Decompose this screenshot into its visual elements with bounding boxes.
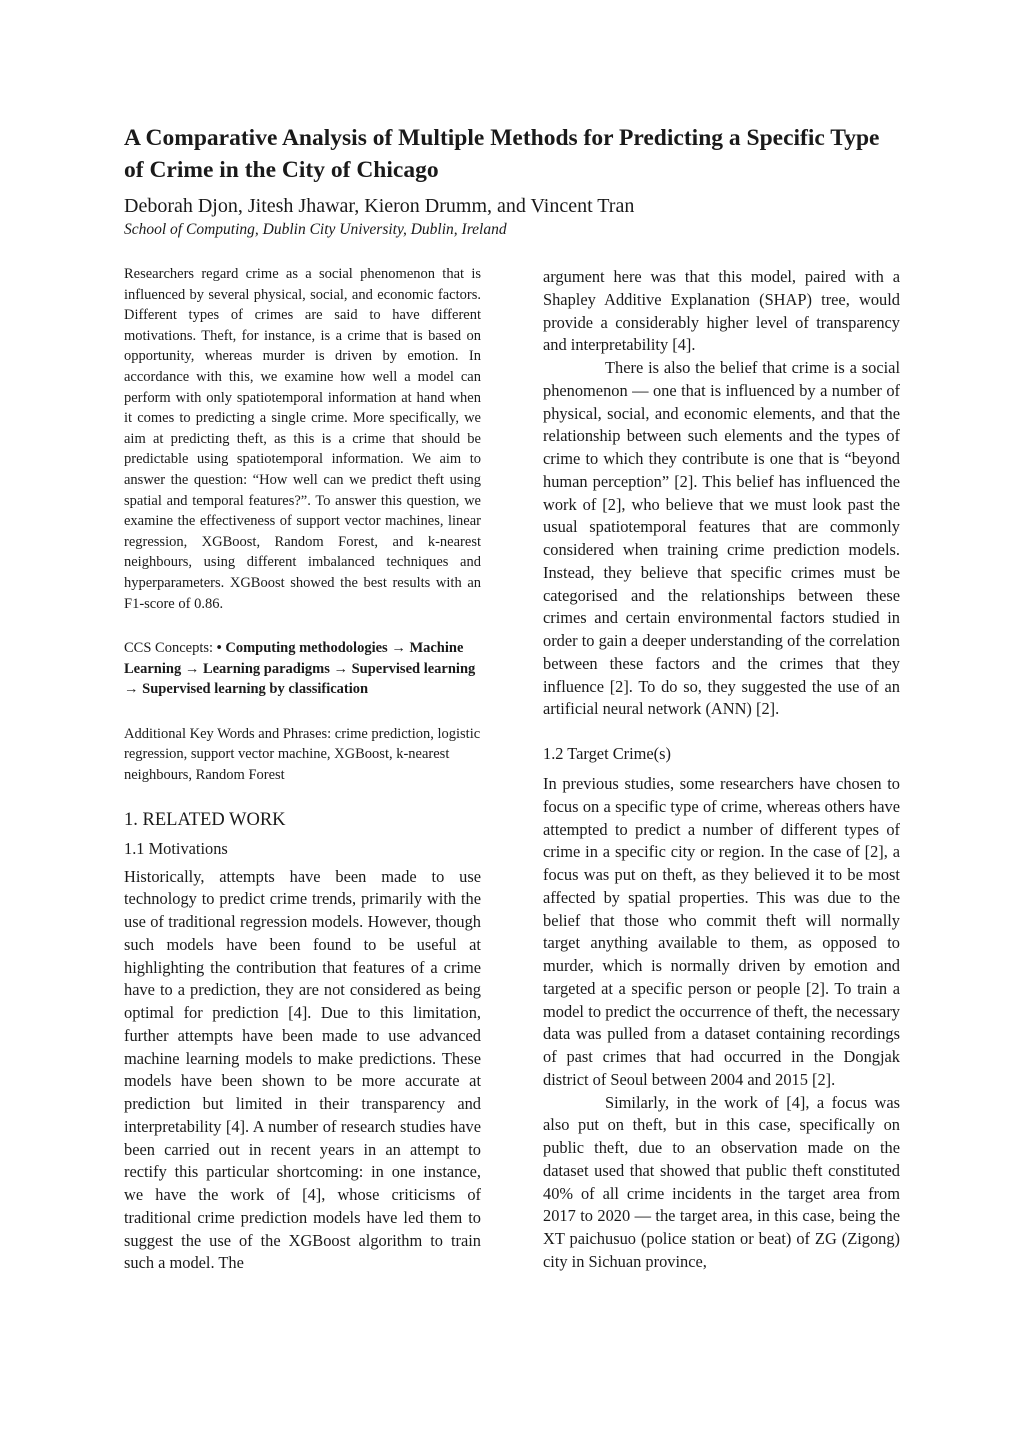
target-crimes-paragraph-1: In previous studies, some researchers have chosen to focus on a specific type of crime, whereas others have attempted to predict a number of different types of crime in a specific city or region. In the case of [2], a focus was put on theft, as they believed it to be most affected by spatial properties. This was due to the belief that those who commit theft will normally target anything available to them, as opposed to murder, which is normally driven by emotion and targeted at a specific person or people [2]. To train a model to predict the occurrence of theft, the necessary data was pulled from a dataset containing recordings of past crimes that had occurred in the Dongjak district of Seoul between 2004 and 2015 [2].	[543, 774, 900, 1089]
motivations-paragraph-part-1: Historically, attempts have been made to use technology to predict crime trends, primarily with the use of traditional regression models. However, though such models have been found to be useful at highlighting the contribution that features of a crime have to a prediction, they are not considered as being optimal for prediction [4]. Due to this limitation, further attempts have been made to use advanced machine learning models to make predictions. These models have been shown to be more accurate at prediction but limited in their transparency and interpretability [4]. A number of research studies have been carried out in recent years in an attempt to rectify this particular shortcoming: in one instance, we have the work of [4], whose criticisms of traditional crime prediction models have led them to suggest the use of the XGBoost algorithm to train such a model. The	[124, 866, 481, 1273]
motivations-paragraph-part-2: argument here was that this model, paired with a Shapley Additive Explanation (SHAP) tree, would provide a considerably higher level of transparency and interpretability [4].	[543, 267, 900, 355]
keywords: Additional Key Words and Phrases: crime prediction, logistic regression, support vector machine, XGBoost, k-nearest neighbours, Random Forest	[124, 725, 481, 784]
motivations-paragraph-2: There is also the belief that crime is a social phenomenon — one that is influenced by a number of physical, social, and economic elements, and that the relationship between such elements and the types of crime to which they contribute is one that is “beyond human perception” [2]. This belief has influenced the work of [2], who believe that we must look past the usual spatiotemporal features that are commonly considered when training crime prediction models. Instead, they believe that specific crimes must be categorised and the relationships between these crimes and certain environmental factors studied in order to gain a deeper understanding of the correlation between these factors and the crimes that they influence [2]. To do so, they suggested the use of an artificial neural network (ANN) [2].	[543, 358, 900, 719]
subsection-heading-target-crimes: 1.2 Target Crime(s)	[543, 744, 671, 763]
affiliation: School of Computing, Dublin City University, Dublin, Ireland	[124, 221, 507, 238]
left-column	[124, 264, 481, 1275]
ccs-concept-path: • Computing methodologies → Machine Learning → Learning paradigms → Supervised learning → Supervised learning by classification	[124, 640, 476, 698]
abstract: Researchers regard crime as a social phenomenon that is influenced by several physical, social, and economic factors. Different types of crimes are said to have different motivations. Theft, for instance, is a crime that is based on opportunity, whereas murder is driven by emotion. In accordance with this, we examine how well a model can perform with only spatiotemporal information at hand when it comes to predicting a single crime. More specifically, we aim at predicting theft, as this is a crime that should be predictable using spatiotemporal information. We aim to answer the question: “How well can we predict theft using spatial and temporal features?”. To answer this question, we examine the effectiveness of support vector machines, linear regression, XGBoost, Random Forest, and k-nearest neighbours, using different imbalanced techniques and hyperparameters. XGBoost showed the best results with an F1-score of 0.86.	[124, 266, 481, 612]
right-column	[543, 266, 900, 1274]
ccs-concepts	[124, 638, 481, 700]
author-list: Deborah Djon, Jitesh Jhawar, Kieron Drumm, and Vincent Tran	[124, 195, 635, 217]
section-heading-related-work: 1. RELATED WORK	[124, 809, 286, 830]
ccs-label: CCS Concepts:	[124, 640, 217, 657]
subsection-heading-motivations: 1.1 Motivations	[124, 838, 228, 858]
target-crimes-paragraph-2: Similarly, in the work of [4], a focus was also put on theft, but in this case, specifically on public theft, due to an observation made on the dataset used that showed that public theft constituted 40% of all crime incidents in the target area from 2017 to 2020 — the target area, in this case, being the XT paichusuo (police station or beat) of ZG (Zigong) city in Sichuan province,	[543, 1092, 900, 1271]
paper-title: A Comparative Analysis of Multiple Methods for Predicting a Specific Type of Crime in the City of Chicago	[124, 125, 880, 183]
